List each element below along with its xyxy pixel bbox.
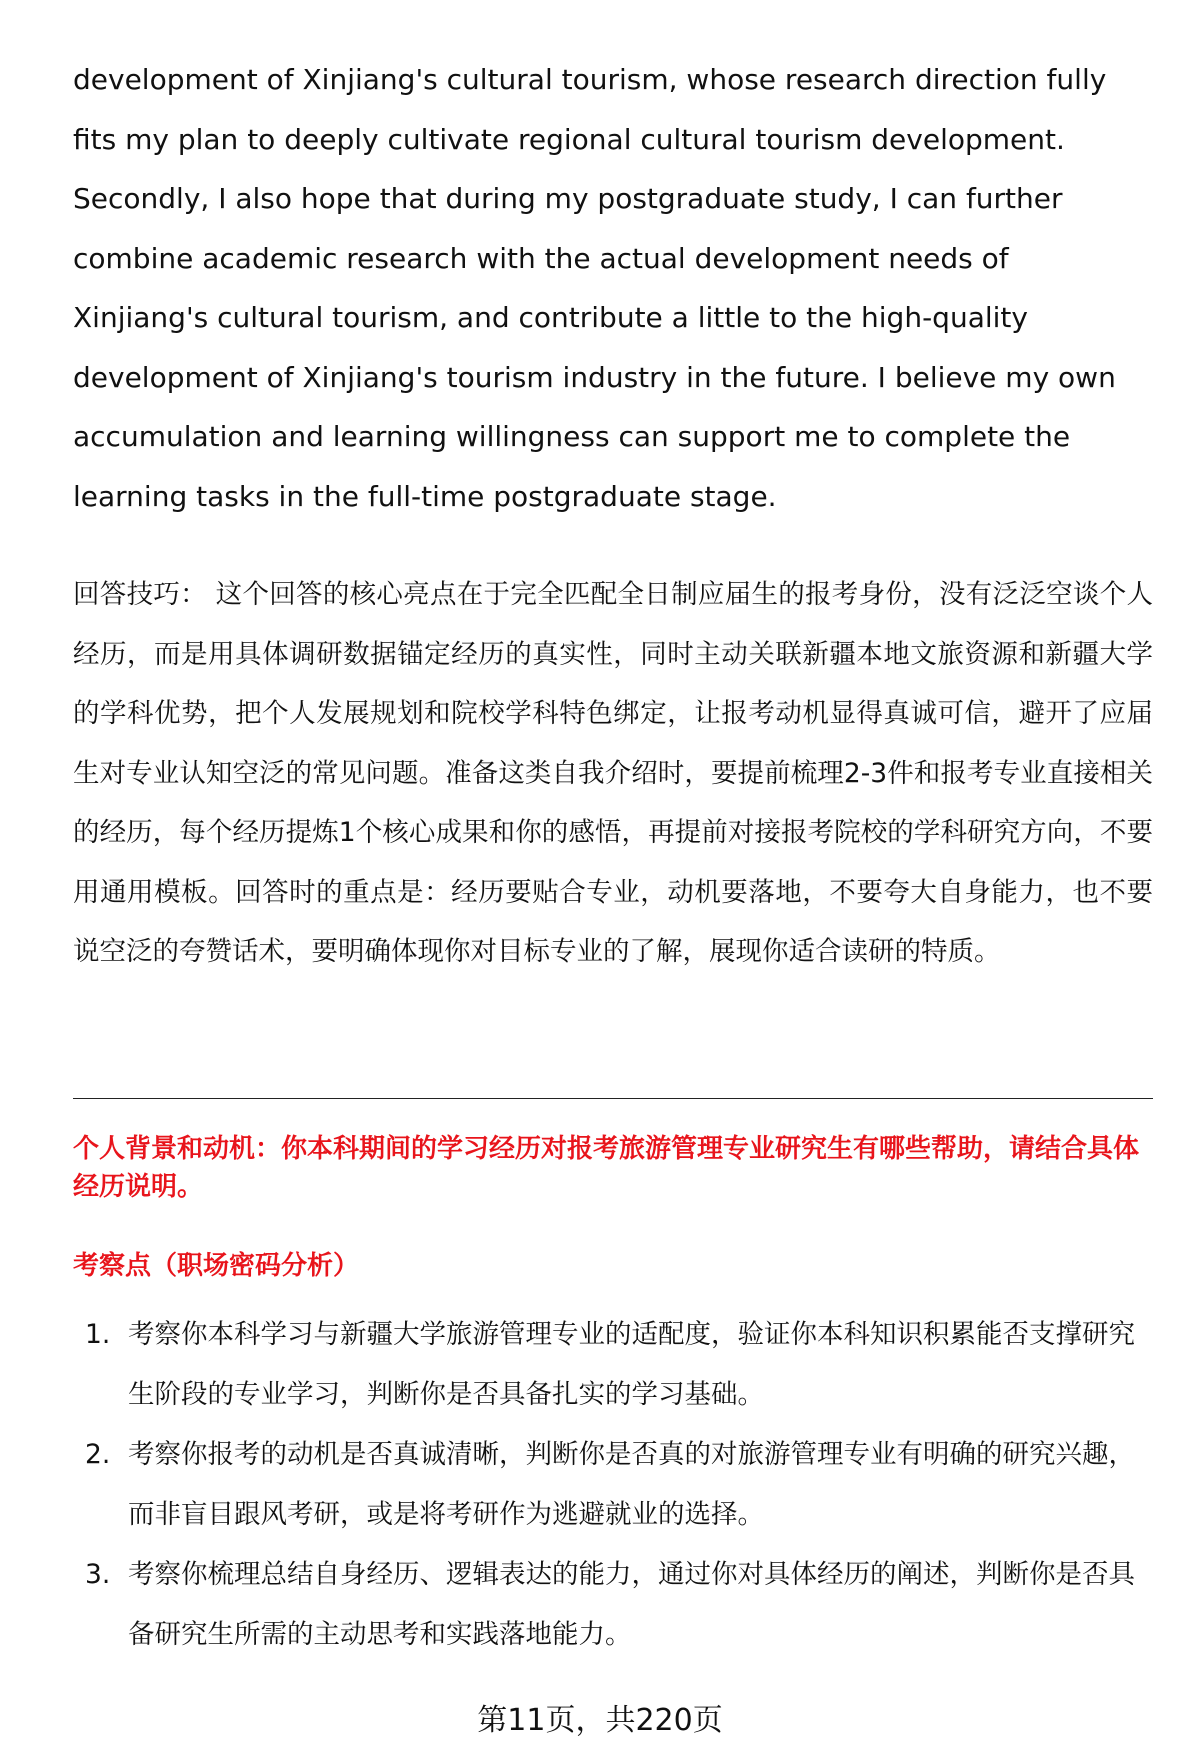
list-number: 3. <box>85 1559 111 1590</box>
key-points-list <box>73 1305 1153 1665</box>
key-points-title: 考察点（职场密码分析） <box>73 1251 360 1281</box>
answer-line: fits my plan to deeply cultivate regional cultural tourism development. <box>73 122 1065 156</box>
answer-line: development of Xinjiang's tourism industry in the future. I believe my own <box>73 360 1116 394</box>
answer-line: Xinjiang's cultural tourism, and contribute a little to the high-quality <box>73 301 1028 334</box>
list-item <box>73 1305 1153 1425</box>
list-text: 考察你报考的动机是否真诚清晰，判断你是否真的对旅游管理专业有明确的研究兴趣，而非盲目跟风考研，或是将考研作为逃避就业的选择。 <box>128 1439 1135 1530</box>
section-divider <box>73 1098 1153 1099</box>
answer-line: accumulation and learning willingness can support me to complete the <box>73 420 1071 453</box>
list-item <box>73 1425 1153 1545</box>
page-number: 第11页，共220页 <box>477 1703 723 1738</box>
question-heading: 个人背景和动机：你本科期间的学习经历对报考旅游管理专业研究生有哪些帮助，请结合具体经历说明。 <box>73 1134 1140 1202</box>
english-answer <box>73 50 1153 526</box>
answer-tips: 回答技巧： 这个回答的核心亮点在于完全匹配全日制应届生的报考身份，没有泛泛空谈个人经历，而是用具体调研数据锚定经历的真实性，同时主动关联新疆本地文旅资源和新疆大学的学科优势，把个人发展规划和院校学科特色绑定，让报考动机显得真诚可信，避开了应届生对专业认知空泛的常见问题。准备这类自我介绍时，要提前梳理2-3件和报考专业直接相关的经历，每个经历提炼1个核心成果和你的感悟，再提前对接报考院校的学科研究方向，不要用通用模板。回答时的重点是：经历要贴合专业，动机要落地，不要夸大自身能力，也不要说空泛的夸赞话术，要明确体现你对目标专业的了解，展现你适合读研的特质。 <box>73 579 1153 967</box>
list-number: 1. <box>85 1319 111 1350</box>
list-text: 考察你本科学习与新疆大学旅游管理专业的适配度，验证你本科知识积累能否支撑研究生阶段的专业学习，判断你是否具备扎实的学习基础。 <box>128 1319 1135 1410</box>
list-number: 2. <box>85 1439 111 1470</box>
answer-line: development of Xinjiang's cultural tourism, whose research direction fully <box>73 63 1107 96</box>
list-text: 考察你梳理总结自身经历、逻辑表达的能力，通过你对具体经历的阐述，判断你是否具备研究生所需的主动思考和实践落地能力。 <box>128 1559 1135 1650</box>
answer-line: learning tasks in the full-time postgraduate stage. <box>73 479 777 513</box>
list-item <box>73 1545 1153 1665</box>
answer-line: combine academic research with the actual development needs of <box>73 241 1009 275</box>
answer-line: Secondly, I also hope that during my postgraduate study, I can further <box>73 182 1063 215</box>
